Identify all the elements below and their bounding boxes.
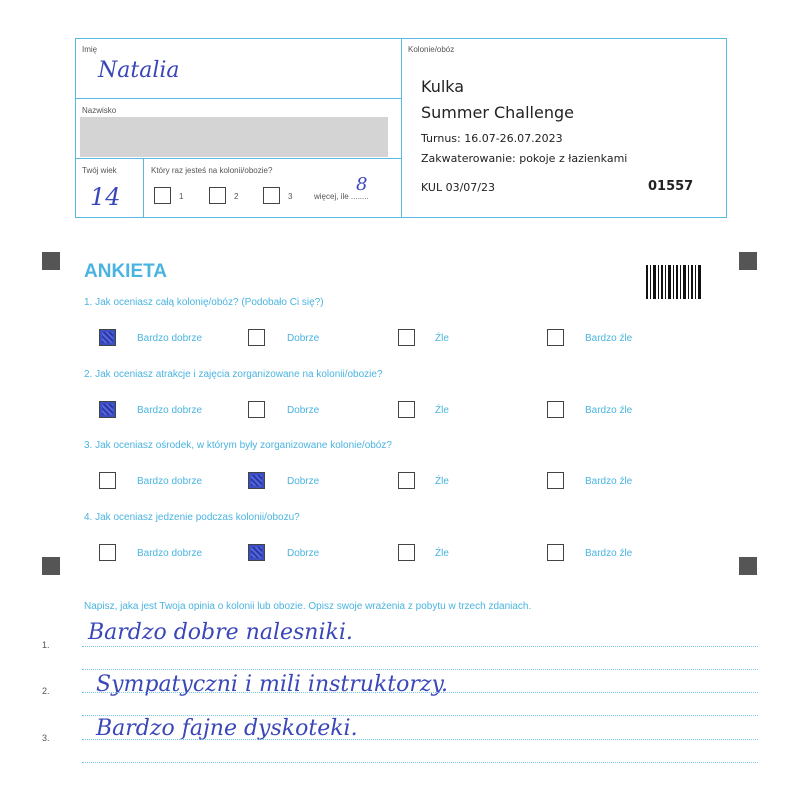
- registration-marker: [739, 557, 757, 575]
- registration-marker: [42, 252, 60, 270]
- opinion-line-3-text[interactable]: Bardzo fajne dyskoteki.: [96, 716, 358, 741]
- q4-option-bardzo-zle-label: Bardzo źle: [585, 548, 633, 559]
- q2-option-dobrze-checkbox[interactable]: [248, 401, 265, 418]
- q1-option-bardzo-zle-checkbox[interactable]: [547, 329, 564, 346]
- times-checkbox-2[interactable]: [209, 187, 226, 204]
- times-option-1: 1: [179, 192, 184, 201]
- q1-option-dobrze-label: Dobrze: [287, 333, 320, 344]
- opinion-line-1-dotted: [82, 646, 758, 647]
- q4-option-dobrze-checkbox[interactable]: [248, 544, 265, 561]
- surname-label: Nazwisko: [82, 106, 117, 115]
- name-label: Imię: [82, 45, 98, 54]
- q4-option-zle-checkbox[interactable]: [398, 544, 415, 561]
- opinion-line-2-text[interactable]: Sympatyczni i mili instruktorzy.: [96, 672, 448, 697]
- times-label: Który raz jesteś na kolonii/obozie?: [151, 166, 273, 175]
- barcode-icon: [646, 265, 702, 299]
- q2-option-dobrze-label: Dobrze: [287, 405, 320, 416]
- q3-option-bardzo-dobrze-label: Bardzo dobrze: [137, 476, 203, 487]
- q4-option-bardzo-zle-checkbox[interactable]: [547, 544, 564, 561]
- times-checkbox-1[interactable]: [154, 187, 171, 204]
- q3-option-zle-checkbox[interactable]: [398, 472, 415, 489]
- q3-option-zle-label: Źle: [435, 476, 449, 487]
- opinion-line-dotted: [82, 669, 758, 670]
- times-option-2: 2: [234, 192, 239, 201]
- q2-option-bardzo-zle-label: Bardzo źle: [585, 405, 633, 416]
- name-value[interactable]: Natalia: [98, 58, 180, 83]
- q4-option-bardzo-dobrze-label: Bardzo dobrze: [137, 548, 203, 559]
- registration-marker: [739, 252, 757, 270]
- opinion-line-number: 3.: [42, 733, 50, 743]
- times-checkbox-3[interactable]: [263, 187, 280, 204]
- divider: [143, 158, 144, 218]
- camp-name-line1: Kulka: [421, 77, 465, 96]
- divider: [75, 158, 402, 159]
- registration-marker: [42, 557, 60, 575]
- opinion-line-number: 2.: [42, 686, 50, 696]
- q4-option-zle-label: Źle: [435, 548, 449, 559]
- age-label: Twój wiek: [82, 166, 117, 175]
- camp-label: Kolonie/obóz: [408, 45, 455, 54]
- opinion-line-1-text[interactable]: Bardzo dobre nalesniki.: [88, 620, 353, 645]
- q1-option-dobrze-checkbox[interactable]: [248, 329, 265, 346]
- q2-option-bardzo-dobrze-label: Bardzo dobrze: [137, 405, 203, 416]
- q2-option-bardzo-dobrze-checkbox[interactable]: [99, 401, 116, 418]
- q3-option-bardzo-dobrze-checkbox[interactable]: [99, 472, 116, 489]
- q4-option-bardzo-dobrze-checkbox[interactable]: [99, 544, 116, 561]
- camp-name-line2: Summer Challenge: [421, 103, 574, 122]
- age-value[interactable]: 14: [90, 183, 121, 211]
- question-3: 3. Jak oceniasz ośrodek, w którym były zorganizowane kolonie/obóz?: [84, 440, 392, 451]
- times-more-label: więcej, ile ........: [314, 192, 369, 201]
- q3-option-dobrze-checkbox[interactable]: [248, 472, 265, 489]
- divider: [75, 98, 402, 99]
- q1-option-zle-label: Źle: [435, 333, 449, 344]
- question-1: 1. Jak oceniasz całą kolonię/obóz? (Podobało Ci się?): [84, 297, 324, 308]
- opinion-line-3-dotted: [82, 739, 758, 740]
- camp-code: KUL 03/07/23: [421, 181, 495, 194]
- q1-option-bardzo-dobrze-checkbox[interactable]: [99, 329, 116, 346]
- q1-option-bardzo-dobrze-label: Bardzo dobrze: [137, 333, 203, 344]
- times-option-3: 3: [288, 192, 293, 201]
- q3-option-bardzo-zle-label: Bardzo źle: [585, 476, 633, 487]
- accommodation: Zakwaterowanie: pokoje z łazienkami: [421, 152, 628, 165]
- question-2: 2. Jak oceniasz atrakcje i zajęcia zorganizowane na kolonii/obozie?: [84, 369, 383, 380]
- question-4: 4. Jak oceniasz jedzenie podczas kolonii/obozu?: [84, 512, 300, 523]
- q2-option-zle-label: Źle: [435, 405, 449, 416]
- form-number: 01557: [648, 179, 694, 194]
- q3-option-bardzo-zle-checkbox[interactable]: [547, 472, 564, 489]
- opinion-line-number: 1.: [42, 640, 50, 650]
- q1-option-bardzo-zle-label: Bardzo źle: [585, 333, 633, 344]
- surname-redacted: [80, 117, 388, 157]
- q1-option-zle-checkbox[interactable]: [398, 329, 415, 346]
- opinion-line-2-dotted: [82, 692, 758, 693]
- opinion-prompt: Napisz, jaka jest Twoja opinia o kolonii lub obozie. Opisz swoje wrażenia z pobytu w trzech zdaniach.: [84, 601, 532, 612]
- survey-title: ANKIETA: [84, 261, 168, 282]
- q2-option-bardzo-zle-checkbox[interactable]: [547, 401, 564, 418]
- q2-option-zle-checkbox[interactable]: [398, 401, 415, 418]
- q3-option-dobrze-label: Dobrze: [287, 476, 320, 487]
- opinion-line-dotted: [82, 762, 758, 763]
- times-more-value[interactable]: 8: [356, 174, 368, 195]
- turnus: Turnus: 16.07-26.07.2023: [421, 132, 563, 145]
- q4-option-dobrze-label: Dobrze: [287, 548, 320, 559]
